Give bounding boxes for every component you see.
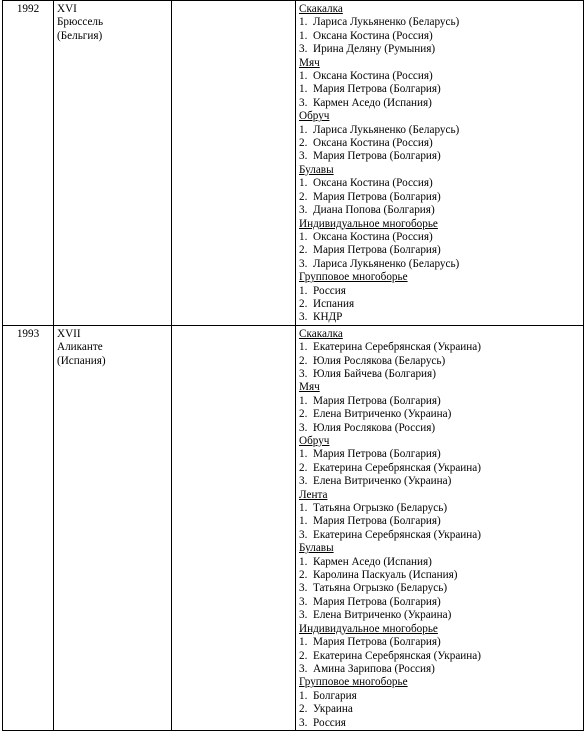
- result-rank: 3.: [299, 257, 308, 270]
- result-rank: 3.: [299, 662, 308, 675]
- result-name: Оксана Костина (Россия): [313, 177, 433, 190]
- result-name: Испания: [313, 297, 355, 310]
- result-rank: 1.: [299, 636, 308, 649]
- result-rank: 1.: [299, 70, 308, 83]
- result-item: [299, 703, 580, 716]
- result-rank: 2.: [299, 408, 308, 421]
- result-item: [299, 83, 580, 96]
- result-rank: 2.: [299, 137, 308, 150]
- result-rank: 1.: [299, 16, 308, 29]
- result-name: Каролина Паскуаль (Испания): [313, 569, 458, 582]
- result-item: [299, 609, 580, 622]
- result-item: [299, 341, 580, 354]
- table-row: [3, 1, 584, 326]
- result-rank: 2.: [299, 461, 308, 474]
- result-rank: 3.: [299, 716, 308, 729]
- result-rank: 1.: [299, 341, 308, 354]
- result-item: [299, 502, 580, 515]
- result-item: [299, 475, 580, 488]
- result-name: Лариса Лукьяненко (Беларусь): [313, 123, 460, 136]
- result-item: [299, 569, 580, 582]
- discipline-title: Групповое многоборье: [299, 676, 408, 689]
- championships-table: [2, 0, 584, 731]
- result-rank: 1.: [299, 555, 308, 568]
- result-item: [299, 422, 580, 435]
- result-name: Мария Петрова (Болгария): [313, 394, 441, 407]
- result-name: Елена Витриченко (Украина): [313, 475, 452, 488]
- result-rank: 3.: [299, 528, 308, 541]
- result-rank: 2.: [299, 297, 308, 310]
- result-name: Мария Петрова (Болгария): [313, 636, 441, 649]
- result-name: Ирина Деляну (Румыния): [313, 43, 436, 56]
- result-rank: 3.: [299, 43, 308, 56]
- host-city: Брюссель: [57, 16, 104, 29]
- result-item: [299, 690, 580, 703]
- result-name: Оксана Костина (Россия): [313, 230, 433, 243]
- result-rank: 2.: [299, 244, 308, 257]
- result-name: Мария Петрова (Болгария): [313, 448, 441, 461]
- result-name: Оксана Костина (Россия): [313, 70, 433, 83]
- edition-number: XVI: [57, 3, 77, 15]
- result-rank: 3.: [299, 150, 308, 163]
- result-item: [299, 650, 580, 663]
- result-item: [299, 231, 580, 244]
- result-item: [299, 448, 580, 461]
- results-cell: [296, 325, 584, 730]
- result-name: Мария Петрова (Болгария): [313, 244, 441, 257]
- result-name: Елена Витриченко (Украина): [313, 609, 452, 622]
- discipline-title: Мяч: [299, 381, 320, 394]
- result-rank: 3.: [299, 582, 308, 595]
- result-item: [299, 150, 580, 163]
- result-name: Лариса Лукьяненко (Беларусь): [313, 257, 460, 270]
- discipline-title: Булавы: [299, 163, 334, 176]
- result-rank: 2.: [299, 569, 308, 582]
- result-name: Оксана Костина (Россия): [313, 137, 433, 150]
- discipline-title: Лента: [299, 488, 328, 501]
- host-country: (Испания): [57, 354, 106, 367]
- result-item: [299, 717, 580, 730]
- result-item: [299, 355, 580, 368]
- result-name: Кармен Аседо (Испания): [313, 555, 432, 568]
- result-rank: 1.: [299, 230, 308, 243]
- result-name: Диана Попова (Болгария): [313, 204, 435, 217]
- result-name: Мария Петрова (Болгария): [313, 83, 441, 96]
- table-body: [3, 1, 584, 731]
- result-item: [299, 43, 580, 56]
- discipline-title: Групповое многоборье: [299, 271, 408, 284]
- result-item: [299, 30, 580, 43]
- discipline-title: Индивидуальное многоборье: [299, 622, 438, 635]
- edition-number: XVII: [57, 327, 81, 340]
- result-item: [299, 556, 580, 569]
- result-rank: 3.: [299, 204, 308, 217]
- result-name: Лариса Лукьяненко (Беларусь): [313, 16, 460, 29]
- discipline-title: Скакалка: [299, 3, 343, 15]
- result-name: Татьяна Огрызко (Беларусь): [313, 582, 448, 595]
- result-name: Украина: [313, 703, 353, 716]
- result-item: [299, 395, 580, 408]
- result-rank: 1.: [299, 83, 308, 96]
- result-name: Мария Петрова (Болгария): [313, 595, 441, 608]
- discipline-title: Индивидуальное многоборье: [299, 217, 438, 230]
- venue-cell: [54, 325, 172, 730]
- results-cell: [296, 1, 584, 326]
- result-rank: 1.: [299, 123, 308, 136]
- result-rank: 1.: [299, 394, 308, 407]
- result-rank: 1.: [299, 689, 308, 702]
- result-item: [299, 636, 580, 649]
- result-rank: 2.: [299, 354, 308, 367]
- result-name: Болгария: [313, 689, 357, 702]
- discipline-title: Обруч: [299, 110, 330, 123]
- result-rank: 2.: [299, 649, 308, 662]
- result-name: Юлия Рослякова (Россия): [313, 421, 436, 434]
- result-rank: 3.: [299, 609, 308, 622]
- empty-cell: [172, 325, 296, 730]
- result-item: [299, 70, 580, 83]
- result-rank: 1.: [299, 502, 308, 515]
- discipline-title: Булавы: [299, 542, 334, 555]
- result-rank: 1.: [299, 177, 308, 190]
- result-rank: 3.: [299, 311, 308, 324]
- result-name: Екатерина Серебрянская (Украина): [313, 461, 481, 474]
- host-city: Аликанте: [57, 341, 103, 354]
- result-rank: 3.: [299, 595, 308, 608]
- result-name: Мария Петрова (Болгария): [313, 150, 441, 163]
- result-name: Россия: [313, 284, 346, 297]
- result-rank: 1.: [299, 448, 308, 461]
- result-item: [299, 408, 580, 421]
- venue-cell: [54, 1, 172, 326]
- result-item: [299, 244, 580, 257]
- result-name: Россия: [313, 716, 346, 729]
- result-item: [299, 285, 580, 298]
- result-name: Татьяна Огрызко (Беларусь): [313, 502, 448, 515]
- result-item: [299, 191, 580, 204]
- result-rank: 3.: [299, 475, 308, 488]
- result-name: Екатерина Серебрянская (Украина): [313, 341, 481, 354]
- discipline-title: Скакалка: [299, 327, 343, 340]
- result-item: [299, 582, 580, 595]
- result-item: [299, 258, 580, 271]
- result-rank: 1.: [299, 284, 308, 297]
- result-name: Оксана Костина (Россия): [313, 29, 433, 42]
- result-item: [299, 177, 580, 190]
- result-item: [299, 462, 580, 475]
- result-name: Кармен Аседо (Испания): [313, 96, 432, 109]
- result-rank: 2.: [299, 190, 308, 203]
- result-item: [299, 529, 580, 542]
- result-name: Мария Петрова (Болгария): [313, 515, 441, 528]
- host-country: (Бельгия): [57, 29, 103, 42]
- result-item: [299, 368, 580, 381]
- result-item: [299, 298, 580, 311]
- result-rank: 3.: [299, 367, 308, 380]
- result-item: [299, 137, 580, 150]
- result-item: [299, 663, 580, 676]
- year-cell: 1992: [3, 1, 54, 326]
- result-name: Мария Петрова (Болгария): [313, 190, 441, 203]
- result-rank: 2.: [299, 703, 308, 716]
- year-cell: 1993: [3, 325, 54, 730]
- result-name: Екатерина Серебрянская (Украина): [313, 649, 481, 662]
- result-rank: 1.: [299, 515, 308, 528]
- result-rank: 1.: [299, 29, 308, 42]
- result-name: Елена Витриченко (Украина): [313, 408, 452, 421]
- result-name: Юлия Рослякова (Беларусь): [313, 354, 446, 367]
- result-item: [299, 596, 580, 609]
- table-row: [3, 325, 584, 730]
- result-name: Юлия Байчева (Болгария): [313, 367, 436, 380]
- result-item: [299, 311, 580, 324]
- result-item: [299, 515, 580, 528]
- result-name: КНДР: [313, 311, 343, 324]
- discipline-title: Обруч: [299, 435, 330, 447]
- result-item: [299, 124, 580, 137]
- result-rank: 3.: [299, 96, 308, 109]
- result-item: [299, 204, 580, 217]
- empty-cell: [172, 1, 296, 326]
- result-rank: 3.: [299, 421, 308, 434]
- discipline-title: Мяч: [299, 56, 320, 69]
- result-item: [299, 16, 580, 29]
- result-item: [299, 97, 580, 110]
- result-name: Амина Зарипова (Россия): [313, 662, 435, 675]
- result-name: Екатерина Серебрянская (Украина): [313, 528, 481, 541]
